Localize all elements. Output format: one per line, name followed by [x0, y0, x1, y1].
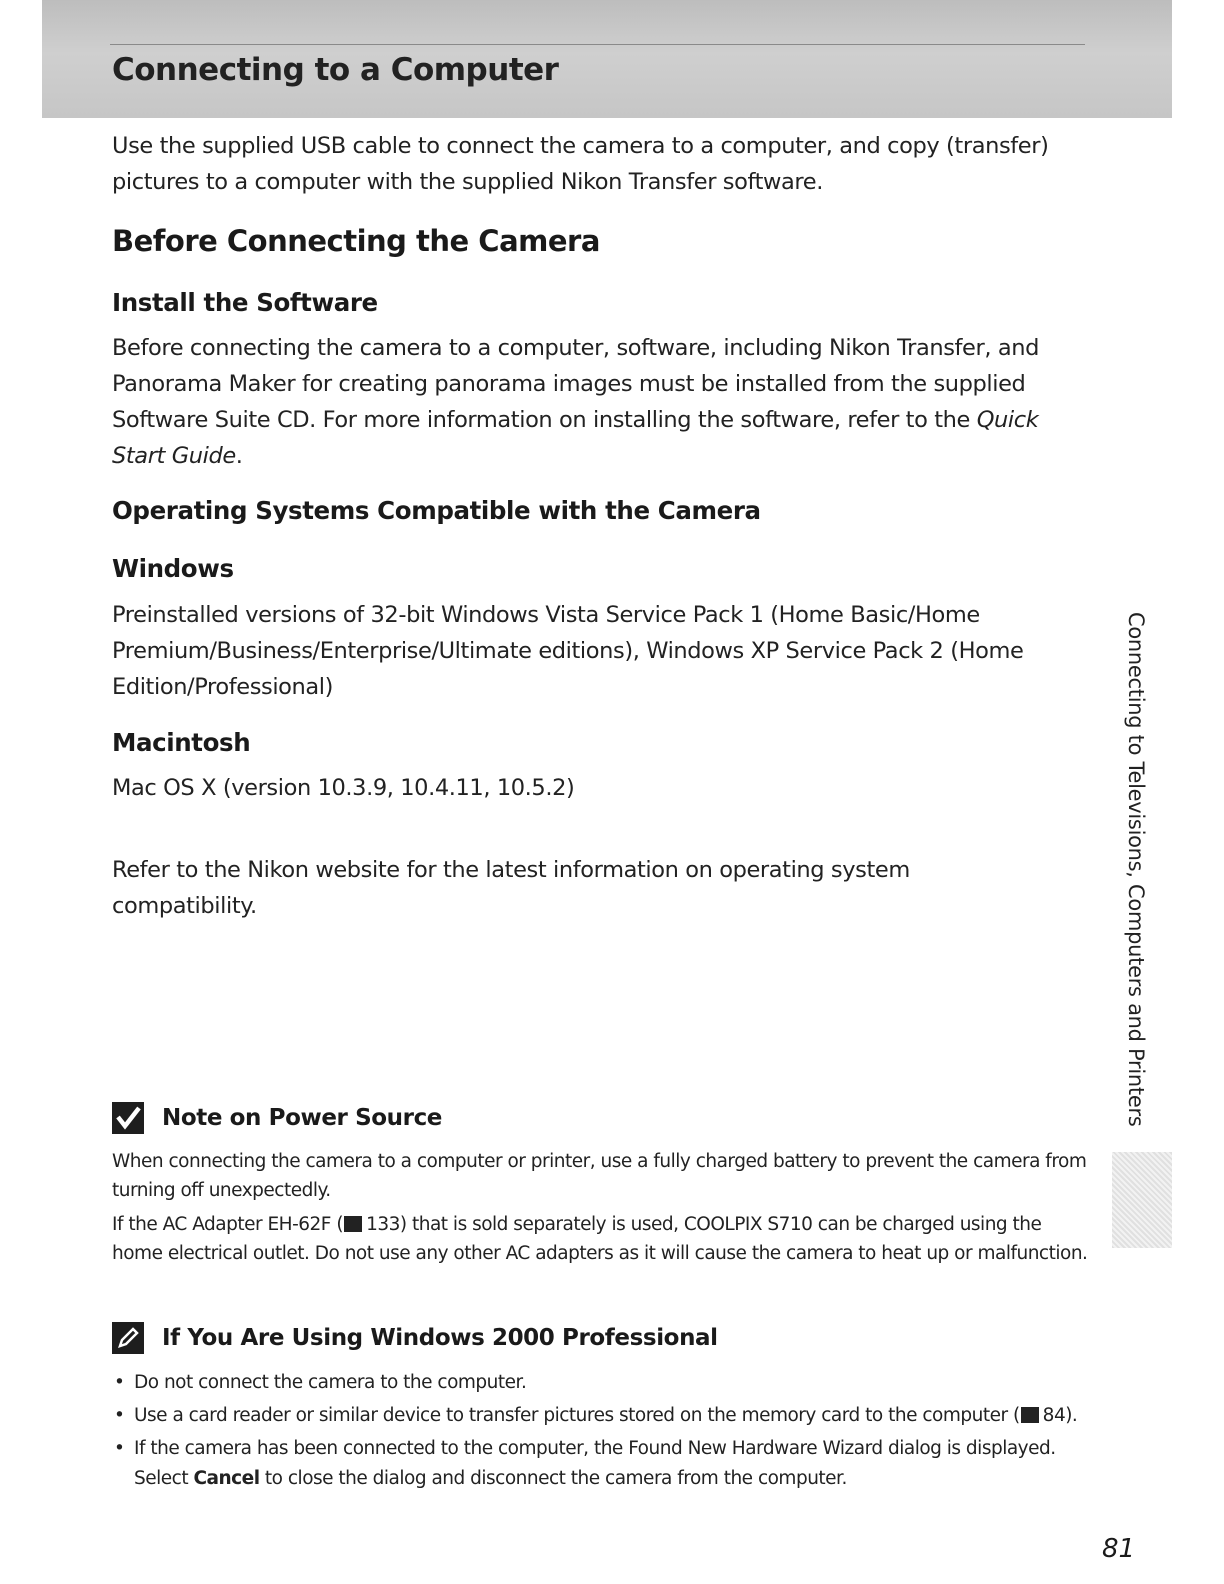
macintosh-text: Mac OS X (version 10.3.9, 10.4.11, 10.5.2) — [112, 775, 575, 801]
reference-book-icon — [344, 1216, 362, 1232]
bullet2-page-ref: 84 — [1042, 1405, 1066, 1426]
list-item — [112, 1434, 1092, 1494]
install-paragraph — [112, 330, 1082, 474]
windows-text: Preinstalled versions of 32-bit Windows Vista Service Pack 1 (Home Basic/Home Premium/Business/Enterprise/Ultimate editions), Windows XP Service Pack 2 (Home Edition/Professional) — [112, 602, 1024, 700]
page-title: Connecting to a Computer — [112, 52, 559, 88]
note-win2000-title: If You Are Using Windows 2000 Professional — [162, 1325, 718, 1351]
note-power-para2-end: ) that is sold separately is used, COOLPIX S710 can be charged using the home electrical outlet. Do not use any other AC adapters as it will cause the camera to heat up or malfunction. — [112, 1214, 1088, 1264]
list-item — [112, 1401, 1092, 1431]
note-power-para2-text: If the AC Adapter EH-62F ( — [112, 1214, 344, 1235]
os-heading: Operating Systems Compatible with the Camera — [112, 496, 761, 525]
macintosh-heading: Macintosh — [112, 728, 251, 757]
bullet2-text: Use a card reader or similar device to transfer pictures stored on the memory card to the computer ( — [134, 1405, 1020, 1426]
install-text-end: . — [235, 443, 243, 469]
windows-heading: Windows — [112, 554, 234, 583]
chapter-side-tab — [1104, 612, 1164, 1152]
quick-start-guide-title: Quick Start Guide — [112, 407, 1039, 469]
cancel-label: Cancel — [193, 1468, 260, 1489]
intro-paragraph: Use the supplied USB cable to connect the camera to a computer, and copy (transfer) pictures to a computer with the supplied Nikon Transfer software. — [112, 133, 1049, 195]
bullet2-end: ). — [1065, 1405, 1078, 1426]
chapter-side-tab-label: Connecting to Televisions, Computers and Printers — [1124, 612, 1148, 1127]
section-title: Before Connecting the Camera — [112, 224, 600, 258]
note-power-source — [112, 1102, 1092, 1268]
pencil-note-icon — [112, 1322, 144, 1354]
note-power-title: Note on Power Source — [162, 1105, 443, 1131]
checkmark-note-icon — [112, 1102, 144, 1134]
note-power-para2 — [112, 1211, 1092, 1268]
install-text: Before connecting the camera to a computer, software, including Nikon Transfer, and Panorama Maker for creating panorama images must be installed from the supplied Software Suite CD. For more information on installing the software, refer to the — [112, 335, 1039, 433]
refer-text: Refer to the Nikon website for the latest information on operating system compatibility. — [112, 857, 910, 919]
bullet3-end: to close the dialog and disconnect the camera from the computer. — [259, 1468, 847, 1489]
chapter-tab-marker — [1112, 1152, 1172, 1248]
note-power-page-ref: 133 — [366, 1214, 400, 1235]
install-heading: Install the Software — [112, 288, 378, 317]
note-power-para1: When connecting the camera to a computer or printer, use a fully charged battery to prevent the camera from turning off unexpectedly. — [112, 1151, 1087, 1201]
win2000-bullet-list — [112, 1368, 1092, 1494]
list-item: • Do not connect the camera to the computer. — [112, 1368, 1092, 1398]
header-rule — [110, 44, 1085, 45]
note-windows-2000 — [112, 1322, 1092, 1497]
bullet3-text: If the camera has been connected to the computer, the Found New Hardware Wizard dialog is displayed. Select — [134, 1438, 1056, 1489]
note-power-header — [112, 1102, 1092, 1134]
note-win2000-header — [112, 1322, 1092, 1354]
reference-book-icon — [1021, 1407, 1039, 1423]
page-number: 81 — [1102, 1534, 1136, 1564]
